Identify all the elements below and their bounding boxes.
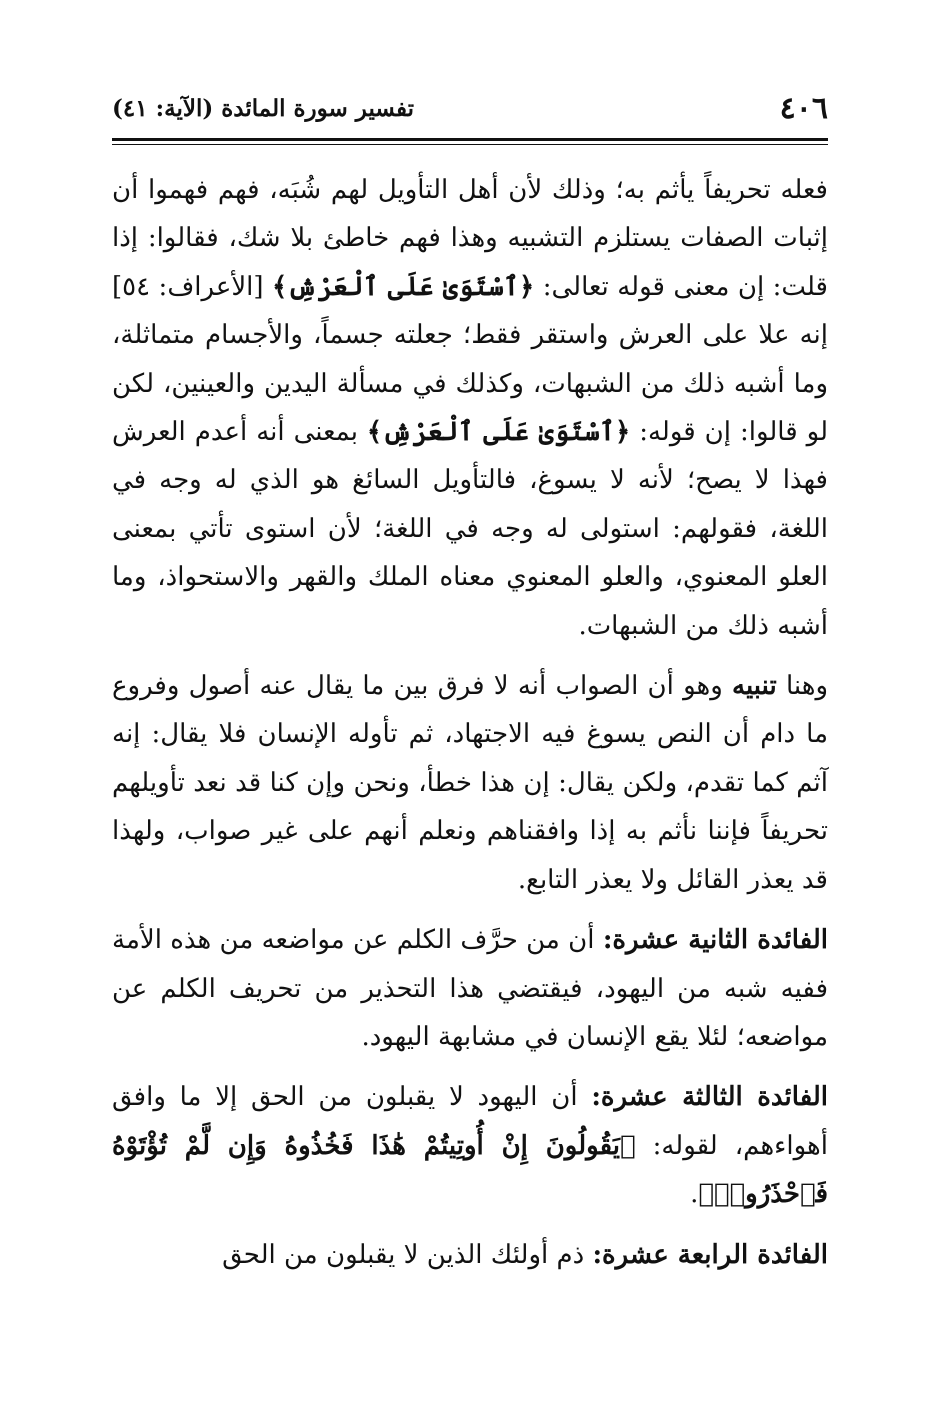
- page-body: [112, 166, 828, 1279]
- paragraph: [112, 1073, 828, 1218]
- quran-verse: ﴿يَقُولُونَ إِنْ أُوتِيتُمْ هَٰذَا فَخُذُوهُ وَإِن لَّمْ تُؤْتَوْهُ فَٱحْذَرُوا۟﴾: [112, 1130, 828, 1210]
- paragraph: [112, 662, 828, 904]
- text-segment: [الأعراف: ٥٤] إنه علا على العرش واستقر فقط؛ جعلته جسماً، والأجسام متماثلة، وما أشبه ذلك من الشبهات، وكذلك في مسألة اليدين والعينين، لكن لو قالوا: إن قوله:: [112, 271, 828, 448]
- text-segment: .: [690, 1179, 699, 1210]
- section-heading: الفائدة الثانية عشرة:: [602, 925, 828, 956]
- page-number: ٤٠٦: [779, 91, 828, 126]
- quran-verse: ﴿ٱسْتَوَىٰ عَلَى ٱلْعَرْشِ﴾: [272, 271, 535, 302]
- text-segment: ذم أولئك الذين لا يقبلون من الحق: [222, 1239, 593, 1270]
- running-title: تفسير سورة المائدة (الآية: ٤١): [112, 95, 414, 122]
- text-segment: بمعنى أنه أعدم العرش فهذا لا يصح؛ لأنه لا يسوغ، فالتأويل السائغ هو الذي له وجه في اللغة، فقولهم: استولى له وجه في اللغة؛ لأن استوى تأتي بمعنى العلو المعنوي، والعلو المعنوي معناه الملك والقهر والاستحواذ، وما أشبه ذلك من الشبهات.: [112, 417, 828, 641]
- text-segment: وهنا: [776, 671, 828, 702]
- header-rule-thin: [112, 144, 828, 145]
- paragraph: [112, 166, 828, 650]
- paragraph: [112, 916, 828, 1061]
- text-segment: أن اليهود لا يقبلون من الحق إلا ما وافق أهواءهم، لقوله:: [112, 1082, 828, 1161]
- bold-term: تنبيه: [732, 671, 777, 702]
- quran-verse: ﴿ٱسْتَوَىٰ عَلَى ٱلْعَرْشِ﴾: [366, 417, 631, 448]
- page-header: [112, 92, 828, 126]
- section-heading: الفائدة الرابعة عشرة:: [592, 1239, 828, 1270]
- text-segment: وهو أن الصواب أنه لا فرق بين ما يقال عنه أصول وفروع ما دام أن النص يسوغ فيه الاجتهاد، ثم تأوله الإنسان فلا يقال: إنه آثم كما تقدم، ولكن يقال: إن هذا خطأ، ونحن وإن كنا قد نعد تأويلهم تحريفاً فإننا نأثم به إذا وافقناهم ونعلم أنهم على غير صواب، ولهذا قد يعذر القائل ولا يعذر التابع.: [112, 671, 828, 895]
- header-rule-thick: [112, 138, 828, 141]
- section-heading: الفائدة الثالثة عشرة:: [591, 1082, 828, 1113]
- text-segment: أن من حرَّف الكلم عن مواضعه من هذه الأمة ففيه شبه من اليهود، فيقتضي هذا التحذير من تحريف الكلم عن مواضعه؛ لئلا يقع الإنسان في مشابهة اليهود.: [112, 925, 828, 1052]
- paragraph: [112, 1231, 828, 1279]
- text-segment: فعله تحريفاً يأثم به؛ وذلك لأن أهل التأويل لهم شُبَه، فهم فهموا أن إثبات الصفات يستلزم التشبيه وهذا فهم خاطئ بلا شك، فقالوا: إذا قلت: إن معنى قوله تعالى:: [112, 175, 828, 302]
